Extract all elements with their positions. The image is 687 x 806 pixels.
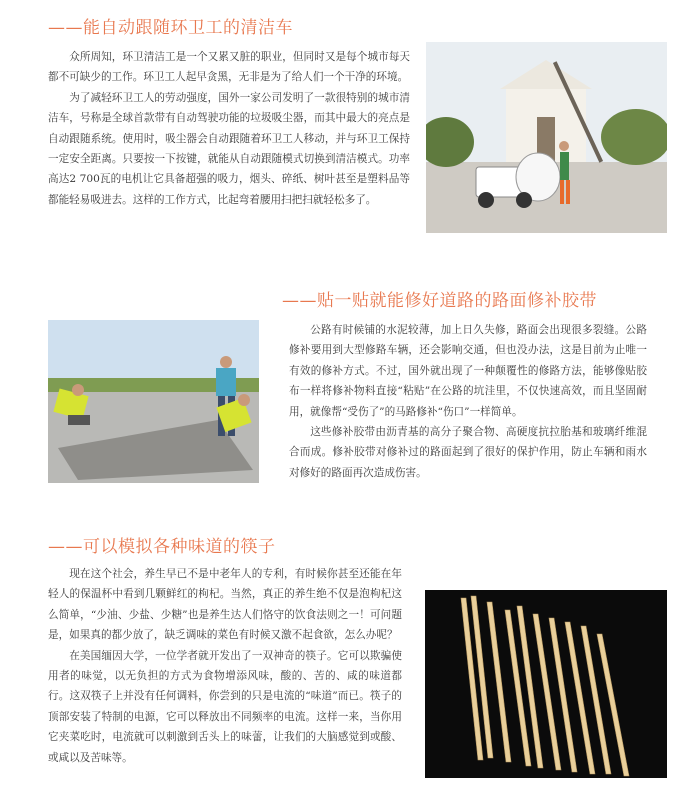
- section-1-paragraph-2: 为了减轻环卫工人的劳动强度，国外一家公司发明了一款很特别的城市清洁车，号称是全球首款带有自动驾驶功能的垃圾吸尘器，而其中最大的亮点是自动跟随系统。使用时，吸尘器会自动跟随着环卫工人移动，并与环卫工保持一定安全距离。只要按一下按键，就能从自动跟随模式切换到清洁模式。功率高达2 700瓦的电机让它具备超强的吸力，烟头、碎纸、树叶甚至是塑料品等都能轻易吸进去。这样的工作方式，比起弯着腰用扫把扫就轻松多了。: [48, 91, 410, 206]
- section-3-paragraph-1: 现在这个社会，养生早已不是中老年人的专利，有时候你甚至还能在年轻人的保温杯中看到几颗鲜红的枸杞。当然，真正的养生绝不仅是泡枸杞这么简单，“少油、少盐、少糖”也是养生达人们恪守的饮食法则之一！可问题是，如果真的都少放了，缺乏调味的菜色有时候又激不起食欲，怎么办呢？: [48, 568, 402, 642]
- cleaning-cart-photo: [426, 42, 667, 233]
- section-2-body: [289, 320, 647, 483]
- section-3-heading: ——可以模拟各种味道的筷子: [48, 537, 276, 557]
- section-2-paragraph-1: 公路有时候铺的水泥较薄，加上日久失修，路面会出现很多裂缝。公路修补要用到大型修路车辆，还会影响交通，但也没办法，这是目前为止唯一有效的修补方式。不过，国外就出现了一种颠覆性的修路方法，能够像贴胶布一样将修补物料直接“粘贴”在公路的坑洼里，不仅快速高效，而且坚固耐用，就像帮“受伤了”的马路修补“伤口”一样简单。: [289, 324, 647, 418]
- section-2-paragraph-2: 这些修补胶带由沥青基的高分子聚合物、高硬度抗拉胎基和玻璃纤维混合而成。修补胶带对修补过的路面起到了很好的保护作用，防止车辆和雨水对修好的路面再次造成伤害。: [289, 426, 647, 479]
- section-2-heading: ——贴一贴就能修好道路的路面修补胶带: [282, 291, 597, 311]
- section-3-paragraph-2: 在美国缅因大学，一位学者就开发出了一双神奇的筷子。它可以欺骗使用者的味觉，以无负担的方式为食物增添风味，酸的、苦的、咸的味道都行。这双筷子上并没有任何调料，你尝到的只是电流的“味道”而已。筷子的顶部安装了特制的电源，它可以释放出不同频率的电流。这样一来，当你用它夹菜吃时，电流就可以刺激到舌头上的味蕾，让我们的大脑感觉到或酸、或咸以及苦味等。: [48, 649, 402, 764]
- chopsticks-photo: [425, 590, 667, 778]
- section-1-heading: ——能自动跟随环卫工的清洁车: [48, 18, 293, 38]
- road-repair-tape-photo: [48, 320, 259, 483]
- section-1-paragraph-1: 众所周知，环卫清洁工是一个又累又脏的职业，但同时又是每个城市每天都不可缺少的工作。环卫工人起早贪黑，无非是为了给人们一个干净的环境。: [48, 51, 410, 84]
- section-1-body: [48, 47, 410, 210]
- section-3-body: [48, 564, 402, 768]
